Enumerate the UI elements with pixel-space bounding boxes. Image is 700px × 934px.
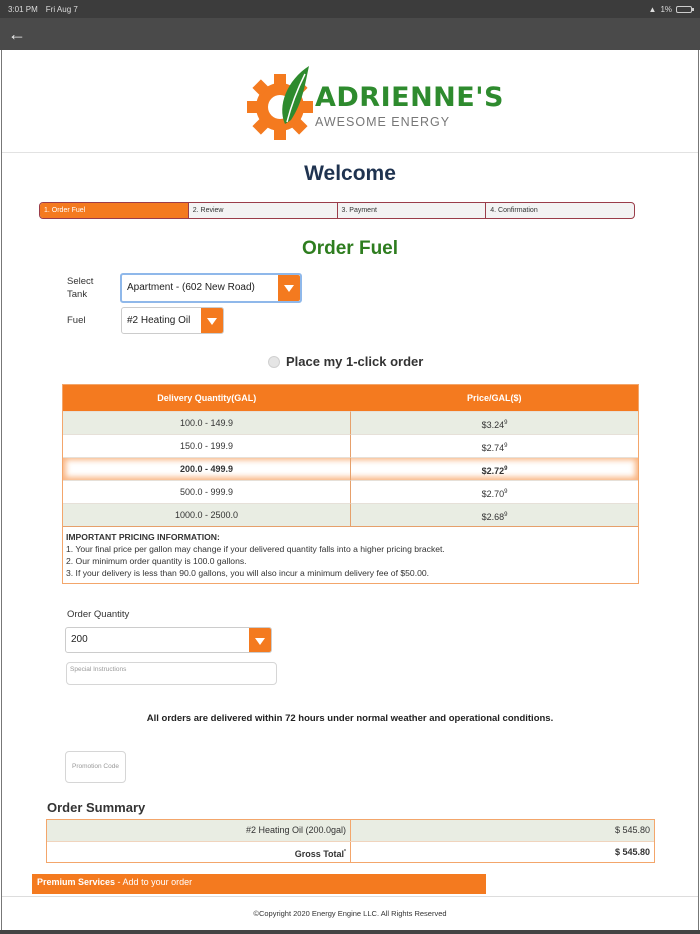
wifi-icon: ▲ — [648, 4, 657, 14]
summary-total-label: Gross Total* — [47, 842, 351, 862]
column-header: Delivery Quantity(GAL) — [157, 393, 257, 403]
price-cell: $3.24$^9$ — [351, 411, 638, 434]
order-summary-table — [46, 819, 655, 863]
pricing-info-title: IMPORTANT PRICING INFORMATION: — [66, 532, 220, 542]
pricing-table-header — [63, 385, 638, 411]
chevron-down-icon[interactable] — [278, 275, 300, 301]
price-cell: $2.68$^9$ — [351, 503, 638, 526]
summary-item-value: $ 545.80 — [614, 825, 650, 835]
gear-leaf-logo-icon — [247, 62, 313, 142]
pricing-info-line: 1. Your final price per gallon may change if your delivered quantity falls into a higher pricing bracket. — [66, 544, 445, 554]
table-row[interactable] — [63, 480, 638, 503]
promo-code-input[interactable]: Promotion Code — [65, 751, 126, 783]
oneclick-option[interactable] — [268, 354, 423, 369]
range-cell: 500.0 - 999.9 — [63, 480, 351, 503]
battery-percent: 1% — [660, 4, 672, 14]
logo-subtitle: AWESOME ENERGY — [315, 115, 451, 129]
premium-services-bar[interactable] — [32, 874, 486, 894]
step-review[interactable]: 2. Review — [189, 203, 338, 218]
delivery-notice: All orders are delivered within 72 hours under normal weather and operational conditions. — [146, 713, 554, 724]
step-payment[interactable]: 3. Payment — [338, 203, 487, 218]
price-cell: $2.72$^9$ — [351, 457, 638, 480]
range-cell: 150.0 - 199.9 — [63, 434, 351, 457]
section-title: Order Fuel — [301, 238, 399, 259]
table-row[interactable] — [63, 434, 638, 457]
pricing-info-line: 3. If your delivery is less than 90.0 gallons, you will also incur a minimum delivery fee of $50.00. — [66, 568, 430, 578]
chevron-down-icon[interactable] — [201, 308, 223, 333]
tank-label-line1: Select — [67, 276, 94, 287]
nav-bar — [0, 18, 700, 50]
fuel-select[interactable] — [121, 307, 224, 334]
footer-divider — [2, 896, 698, 897]
range-cell: 1000.0 - 2500.0 — [63, 503, 351, 526]
premium-subtitle: - Add to your order — [115, 877, 193, 887]
status-time: 3:01 PM — [8, 4, 38, 14]
summary-item-label: #2 Heating Oil (200.0gal) — [47, 820, 351, 841]
quantity-select-value: 200 — [71, 634, 88, 645]
tank-select-value: Apartment - (602 New Road) — [127, 282, 255, 293]
tank-select[interactable] — [120, 273, 302, 303]
price-cell: $2.74$^9$ — [351, 434, 638, 457]
oneclick-label: Place my 1-click order — [286, 354, 424, 369]
premium-title: Premium Services — [37, 877, 116, 887]
status-bar — [0, 0, 700, 18]
tank-label-line2: Tank — [67, 289, 88, 300]
special-instructions-input[interactable]: Special Instructions — [66, 662, 277, 685]
column-header: Price/GAL($) — [466, 393, 522, 403]
quantity-select[interactable] — [65, 627, 272, 653]
summary-total-row — [47, 841, 654, 862]
price-cell: $2.70$^9$ — [351, 480, 638, 503]
status-date: Fri Aug 7 — [45, 4, 78, 14]
fuel-select-value: #2 Heating Oil — [127, 315, 191, 326]
progress-steps — [39, 202, 635, 219]
company-logo — [247, 62, 504, 142]
footer-copyright: ©Copyright 2020 Energy Engine LLC. All Rights Reserved — [253, 909, 447, 918]
pricing-info — [63, 526, 638, 583]
range-cell: 100.0 - 149.9 — [63, 411, 351, 434]
step-order-fuel[interactable]: 1. Order Fuel — [40, 203, 189, 218]
summary-row — [47, 820, 654, 841]
table-row-selected[interactable] — [63, 457, 638, 480]
table-row[interactable] — [63, 411, 638, 434]
back-arrow-icon[interactable]: ← — [8, 24, 26, 44]
status-right — [649, 5, 692, 14]
quantity-label: Order Quantity — [67, 609, 130, 620]
page-title: Welcome — [304, 162, 396, 185]
order-summary-title: Order Summary — [47, 800, 146, 815]
battery-icon — [676, 6, 692, 13]
oneclick-radio[interactable] — [268, 356, 280, 368]
fuel-label: Fuel — [67, 315, 86, 326]
pricing-table — [62, 384, 639, 584]
bottom-bar — [0, 930, 700, 934]
range-cell: 200.0 - 499.9 — [63, 457, 351, 480]
divider — [2, 152, 698, 153]
step-confirmation[interactable]: 4. Confirmation — [490, 207, 538, 214]
table-row[interactable] — [63, 503, 638, 526]
chevron-down-icon[interactable] — [249, 628, 271, 652]
summary-total-value: $ 545.80 — [614, 847, 650, 857]
logo-title: ADRIENNE'S — [315, 82, 504, 113]
pricing-info-line: 2. Our minimum order quantity is 100.0 gallons. — [66, 556, 247, 566]
